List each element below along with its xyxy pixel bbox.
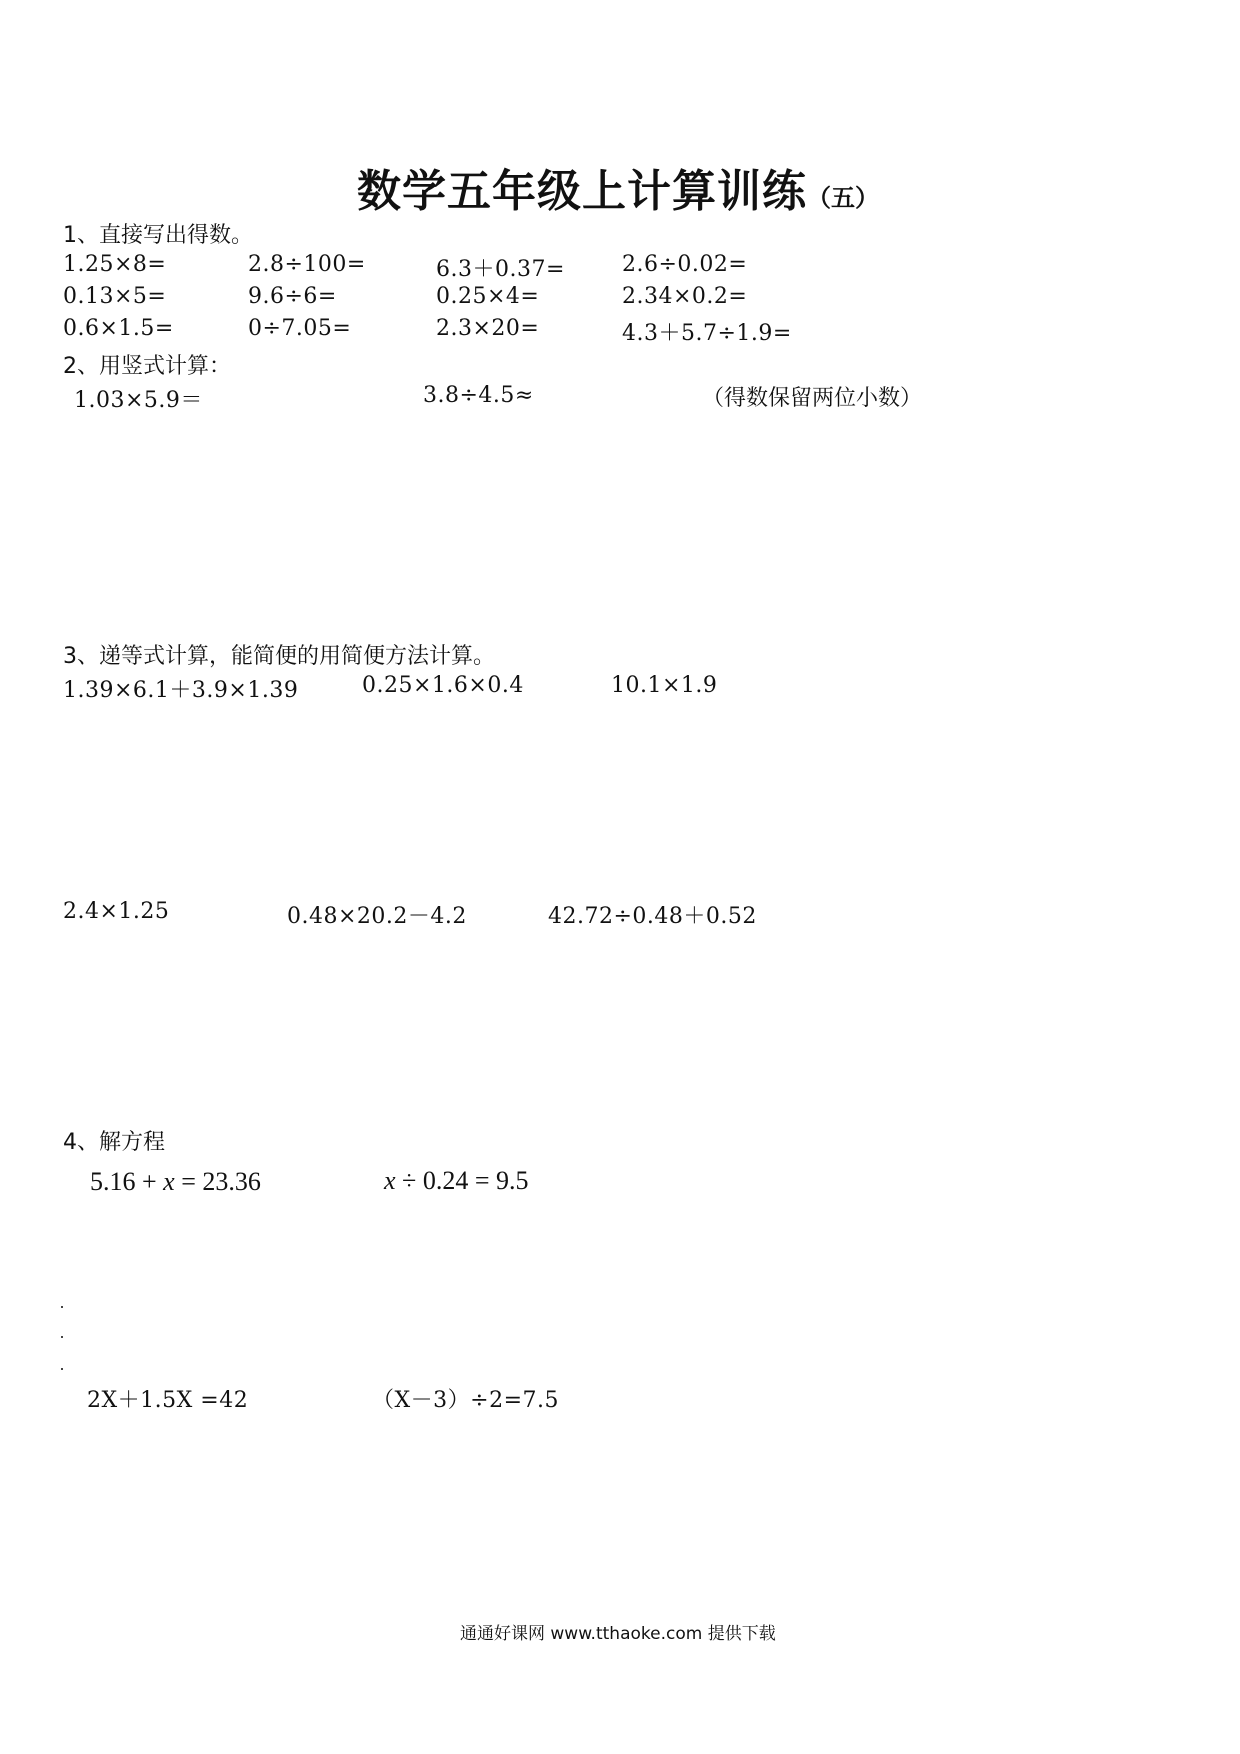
s1-item: 6.3＋0.37= (436, 257, 565, 282)
section4-heading: 4、解方程 (63, 1130, 165, 1155)
s4-item: 2X＋1.5X =42 (87, 1388, 249, 1413)
equation-2 (384, 1166, 528, 1196)
stray-dot (61, 1306, 63, 1308)
s1-item: 2.6÷0.02= (622, 252, 748, 277)
s3-item: 2.4×1.25 (63, 899, 170, 924)
s1-item: 2.3×20= (436, 316, 540, 341)
s1-item: 0÷7.05= (248, 316, 352, 341)
s1-item: 0.13×5= (63, 284, 167, 309)
section2-heading: 2、用竖式计算： (63, 354, 231, 379)
stray-dot (61, 1336, 63, 1338)
s2-item: 3.8÷4.5≈ (423, 383, 534, 408)
s1-item: 4.3＋5.7÷1.9= (622, 321, 792, 346)
s3-item: 0.25×1.6×0.4 (362, 673, 524, 698)
s3-item: 42.72÷0.48＋0.52 (548, 904, 757, 929)
eq1-left: 5.16 + (90, 1167, 164, 1196)
section3-heading: 3、递等式计算，能简便的用简便方法计算。 (63, 644, 495, 669)
title-main: 数学五年级上计算训练 (357, 166, 807, 217)
s1-item: 2.8÷100= (248, 252, 366, 277)
s2-note: （得数保留两位小数） (702, 386, 923, 411)
s1-item: 9.6÷6= (248, 284, 337, 309)
s1-item: 2.34×0.2= (622, 284, 748, 309)
eq1-right: = 23.36 (174, 1167, 261, 1196)
eq2-right: ÷ 0.24 = 9.5 (395, 1166, 529, 1195)
title-sub: （五） (807, 184, 879, 212)
footer-text: 通通好课网 www.tthaoke.com 提供下载 (460, 1624, 776, 1644)
s2-item: 1.03×5.9＝ (74, 388, 203, 413)
equation-1 (90, 1167, 261, 1197)
stray-dot (61, 1368, 63, 1370)
s1-item: 0.6×1.5= (63, 316, 174, 341)
s4-item: （X－3）÷2=7.5 (372, 1388, 560, 1413)
s1-item: 0.25×4= (436, 284, 540, 309)
worksheet-title (357, 155, 879, 219)
section1-heading: 1、直接写出得数。 (63, 223, 253, 248)
s3-item: 1.39×6.1＋3.9×1.39 (63, 678, 299, 703)
s3-item: 10.1×1.9 (611, 673, 718, 698)
eq2-var: x (384, 1166, 396, 1195)
s3-item: 0.48×20.2－4.2 (287, 904, 467, 929)
s1-item: 1.25×8= (63, 252, 167, 277)
eq1-var: x (163, 1167, 175, 1196)
